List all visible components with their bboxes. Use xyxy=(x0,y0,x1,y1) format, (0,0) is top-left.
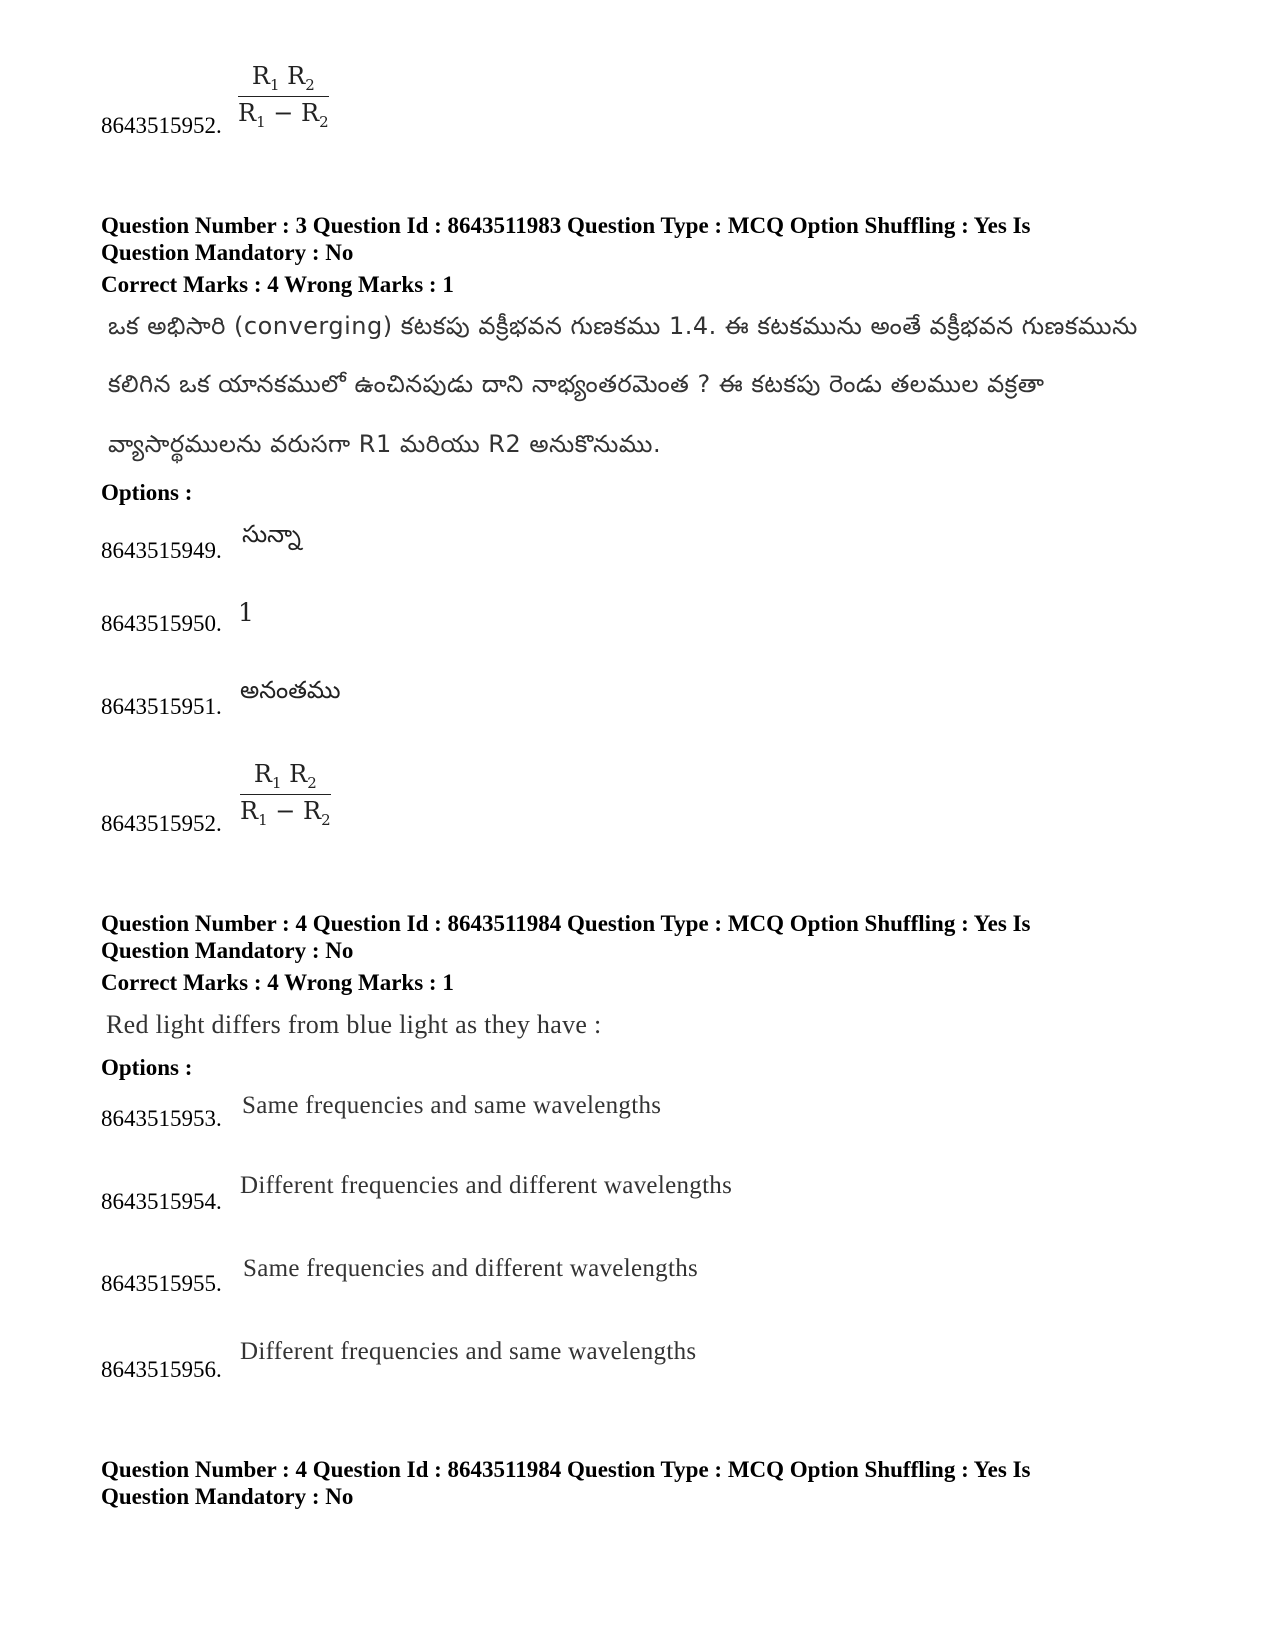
option-id: 8643515952. xyxy=(101,811,222,836)
question-header-line: Question Number : 3 Question Id : 8643511983 Question Type : MCQ Option Shuffling : Yes Is xyxy=(101,213,1031,238)
option-text: Different frequencies and same wavelengths xyxy=(240,1338,697,1365)
option-text: 1 xyxy=(238,598,254,627)
options-label: Options : xyxy=(101,480,193,505)
option-id: 8643515955. xyxy=(101,1271,222,1296)
formula-denominator: $R_1 - R_2$ xyxy=(240,796,331,829)
question-stem-line: వ్యాసార్థములను వరుసగా R1 మరియు R2 అనుకొనుము. xyxy=(108,430,662,458)
question-marks: Correct Marks : 4 Wrong Marks : 1 xyxy=(101,272,454,297)
option-text: Same frequencies and same wavelengths xyxy=(242,1092,662,1119)
formula-denominator: $R_1 - R_2$ xyxy=(238,98,329,131)
option-text: సున్నా xyxy=(242,520,301,548)
question-stem-line: కలిగిన ఒక యానకములో ఉంచినపుడు దాని నాభ్యంతరమెంత ? ఈ కటకపు రెండు తలముల వక్రతా xyxy=(108,370,1045,398)
formula-image xyxy=(238,62,329,131)
option-id: 8643515956. xyxy=(101,1357,222,1382)
option-id: 8643515953. xyxy=(101,1106,222,1131)
question-stem: Red light differs from blue light as they have : xyxy=(106,1010,602,1039)
option-id: 8643515949. xyxy=(101,538,222,563)
formula-numerator: $R_1$ $R_2$ xyxy=(240,760,331,795)
question-stem-line: ఒక అభిసారి (converging) కటకపు వక్రీభవన గుణకము 1.4. ఈ కటకమును అంతే వక్రీభవన గుణకమును xyxy=(108,312,1138,340)
question-header xyxy=(101,910,1181,964)
option-id: 8643515950. xyxy=(101,611,222,636)
option-text: Same frequencies and different wavelengths xyxy=(243,1255,699,1282)
option-text: అనంతము xyxy=(240,676,341,704)
question-header-line: Question Number : 4 Question Id : 8643511984 Question Type : MCQ Option Shuffling : Yes Is xyxy=(101,1457,1031,1482)
option-id: 8643515951. xyxy=(101,694,222,719)
option-id: 8643515954. xyxy=(101,1189,222,1214)
formula-numerator: $R_1$ $R_2$ xyxy=(238,62,329,97)
options-label: Options : xyxy=(101,1055,193,1080)
question-header-line: Question Mandatory : No xyxy=(101,1484,354,1509)
question-header-line: Question Number : 4 Question Id : 8643511984 Question Type : MCQ Option Shuffling : Yes Is xyxy=(101,911,1031,936)
formula-image xyxy=(240,760,331,829)
question-header xyxy=(101,212,1181,266)
question-header xyxy=(101,1456,1181,1510)
question-header-line: Question Mandatory : No xyxy=(101,938,354,963)
question-marks: Correct Marks : 4 Wrong Marks : 1 xyxy=(101,970,454,995)
question-header-line: Question Mandatory : No xyxy=(101,240,354,265)
option-id: 8643515952. xyxy=(101,113,222,138)
option-text: Different frequencies and different wavelengths xyxy=(240,1172,733,1199)
